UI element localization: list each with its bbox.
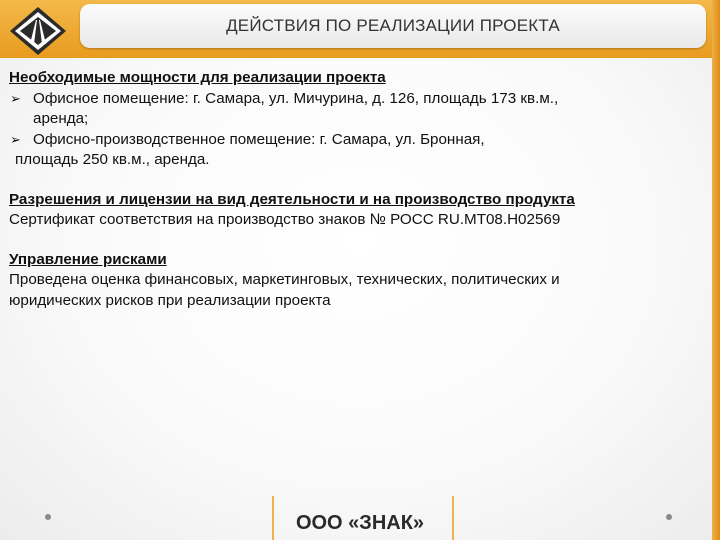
footer-dot-left	[45, 514, 51, 520]
footer-dot-right	[666, 514, 672, 520]
right-edge-decoration	[712, 0, 720, 540]
certificate-text: Сертификат соответствия на производство знаков № РОСС RU.МТ08.Н02569	[9, 211, 561, 228]
road-sign-logo-icon	[6, 4, 70, 58]
content	[9, 68, 699, 311]
section-risks	[9, 250, 699, 312]
list-item-text: Офисное помещение: г. Самара, ул. Мичурина, д. 126, площадь 173 кв.м.,	[33, 89, 559, 107]
section-capacity	[9, 68, 699, 171]
arrow-bullet-icon: ➢	[10, 131, 21, 147]
title-box	[80, 4, 706, 48]
section-permits	[9, 190, 699, 231]
list-item	[9, 89, 699, 110]
section-heading-capacity: Необходимые мощности для реализации проекта	[9, 69, 386, 86]
section-heading-permits: Разрешения и лицензии на вид деятельности и на производство продукта	[9, 190, 575, 208]
risks-text-line: юридических рисков при реализации проекта	[9, 291, 331, 309]
list-item-continuation: площадь 250 кв.м., аренда.	[15, 151, 210, 168]
footer-company: ООО «ЗНАК»	[295, 512, 425, 534]
section-heading-risks: Управление рисками	[9, 250, 167, 268]
arrow-bullet-icon: ➢	[10, 90, 21, 106]
page-title: ДЕЙСТВИЯ ПО РЕАЛИЗАЦИИ ПРОЕКТА	[226, 16, 560, 35]
risks-text-line: Проведена оценка финансовых, маркетинговых, технических, политических и	[9, 271, 560, 288]
list-item-continuation: аренда;	[33, 110, 89, 127]
list-item	[9, 130, 699, 151]
list-item-text: Офисно-производственное помещение: г. Самара, ул. Бронная,	[33, 130, 485, 148]
